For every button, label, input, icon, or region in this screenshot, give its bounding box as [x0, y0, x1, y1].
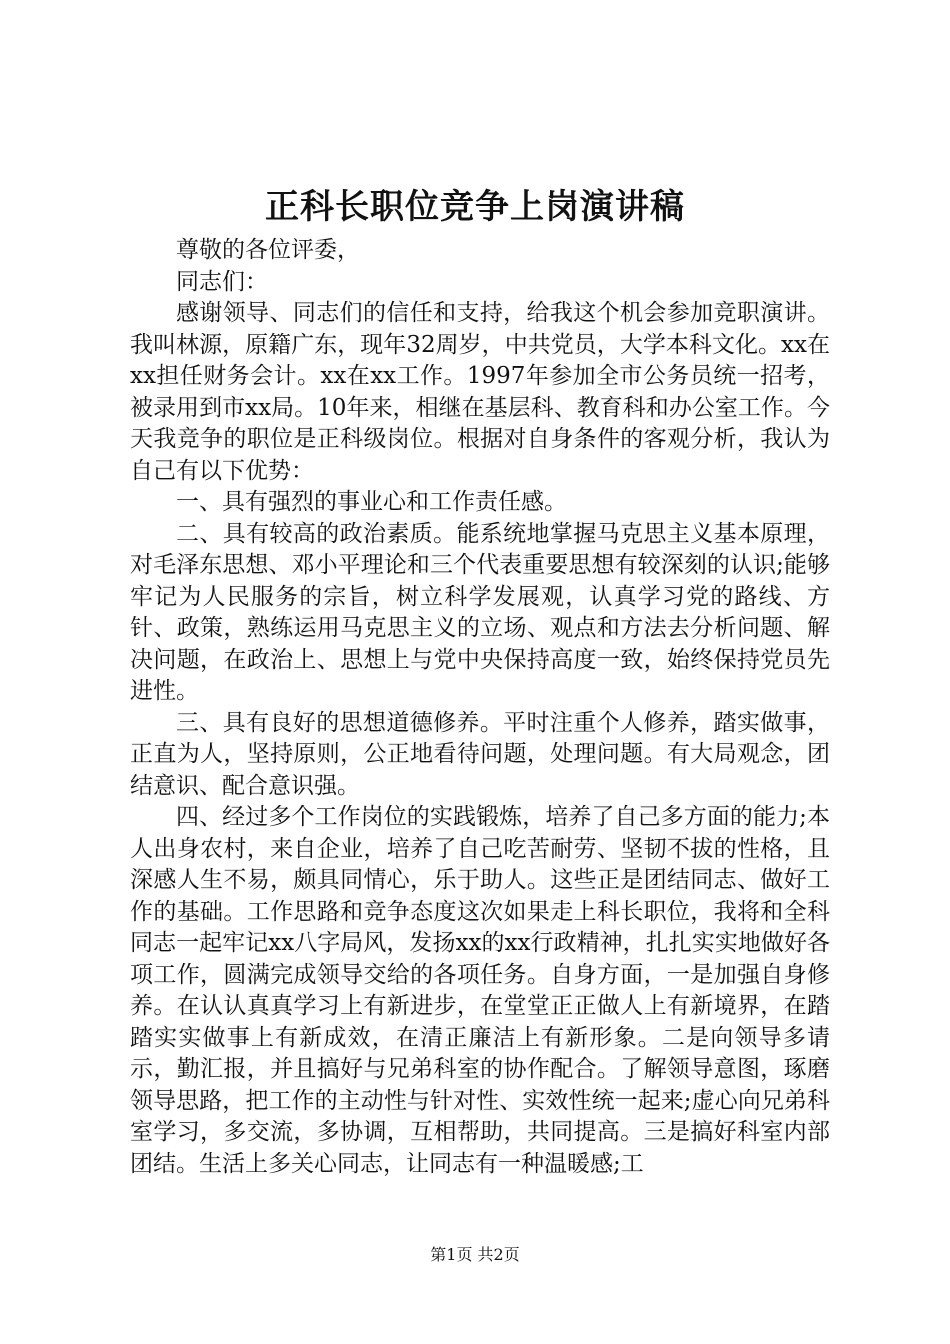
document-title: 正科长职位竞争上岗演讲稿	[265, 187, 685, 227]
body-paragraph: 感谢领导、同志们的信任和支持，给我这个机会参加竞职演讲。我叫林源，原籍广东，现年32周岁，中共党员，大学本科文化。xx在xx担任财务会计。xx在xx工作。1997年参加全市公务员统一招考，被录用到市xx局。10年来，相继在基层科、教育科和办公室工作。今天我竞争的职位是正科级岗位。根据对自身条件的客观分析，我认为自己有以下优势：	[130, 300, 830, 484]
page-number-footer: 第1页 共2页	[430, 1245, 520, 1264]
body-paragraph: 三、具有良好的思想道德修养。平时注重个人修养，踏实做事，正直为人，坚持原则，公正地看待问题，处理问题。有大局观念，团结意识、配合意识强。	[130, 709, 830, 799]
body-paragraph: 一、具有强烈的事业心和工作责任感。	[176, 489, 567, 515]
greeting-line: 尊敬的各位评委，	[176, 237, 360, 263]
document-body	[130, 235, 830, 1180]
greeting-line: 同志们：	[176, 268, 268, 295]
body-paragraph: 二、具有较高的政治素质。能系统地掌握马克思主义基本原理，对毛泽东思想、邓小平理论和三个代表重要思想有较深刻的认识;能够牢记为人民服务的宗旨，树立科学发展观，认真学习党的路线、方针、政策，熟练运用马克思主义的立场、观点和方法去分析问题、解决问题，在政治上、思想上与党中央保持高度一致，始终保持党员先进性。	[130, 520, 830, 704]
body-paragraph: 四、经过多个工作岗位的实践锻炼，培养了自己多方面的能力;本人出身农村，来自企业，培养了自己吃苦耐劳、坚韧不拔的性格，且深感人生不易，颇具同情心，乐于助人。这些正是团结同志、做好工作的基础。工作思路和竞争态度这次如果走上科长职位，我将和全科同志一起牢记xx八字局风，发扬xx的xx行政精神，扎扎实实地做好各项工作，圆满完成领导交给的各项任务。自身方面，一是加强自身修养。在认认真真学习上有新进步，在堂堂正正做人上有新境界，在踏踏实实做事上有新成效，在清正廉洁上有新形象。二是向领导多请示，勤汇报，并且搞好与兄弟科室的协作配合。了解领导意图，琢磨领导思路，把工作的主动性与针对性、实效性统一起来;虚心向兄弟科室学习，多交流，多协调，互相帮助，共同提高。三是搞好科室内部团结。生活上多关心同志，让同志有一种温暖感;工	[130, 804, 830, 1177]
